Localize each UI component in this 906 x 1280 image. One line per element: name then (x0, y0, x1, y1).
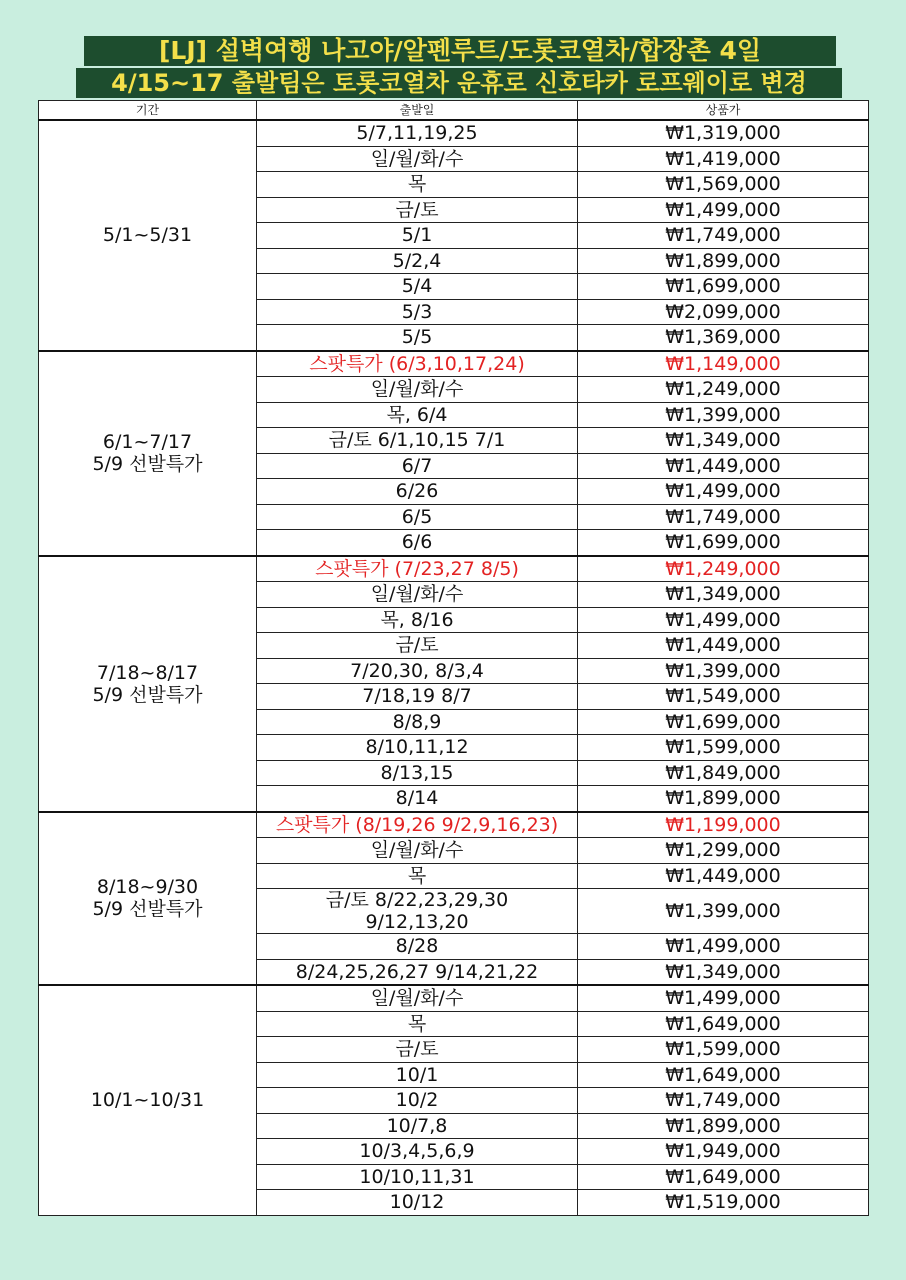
departure-date: 10/2 (395, 1089, 439, 1112)
departure-cell (257, 530, 578, 556)
departure-cell (257, 1113, 578, 1139)
departure-date: 금/토 (395, 634, 439, 657)
table-header-row (39, 101, 869, 121)
price-cell: ₩1,419,000 (578, 146, 869, 172)
departure-date: 일/월/화/수 (370, 378, 464, 401)
departure-cell (257, 325, 578, 351)
header-departure: 출발일 (257, 101, 578, 121)
departure-date: 10/7,8 (386, 1114, 448, 1137)
departure-cell (257, 1190, 578, 1216)
departure-cell (257, 197, 578, 223)
price-cell: ₩1,749,000 (578, 1088, 869, 1114)
departure-cell (257, 1011, 578, 1037)
price-cell: ₩1,949,000 (578, 1139, 869, 1165)
departure-date: 5/7,11,19,25 (356, 122, 478, 145)
price-cell: ₩1,499,000 (578, 607, 869, 633)
departure-cell (257, 934, 578, 960)
departure-date: 6/7 (401, 454, 433, 477)
price-cell: ₩1,649,000 (578, 1011, 869, 1037)
period-cell (39, 120, 257, 351)
price-cell: ₩1,899,000 (578, 786, 869, 812)
price-cell: ₩1,249,000 (578, 377, 869, 403)
table-row (39, 120, 869, 146)
departure-cell (257, 1088, 578, 1114)
departure-cell (257, 786, 578, 812)
departure-date: 8/8,9 (392, 710, 442, 733)
period-cell (39, 556, 257, 812)
price-cell: ₩1,649,000 (578, 1062, 869, 1088)
price-cell: ₩1,649,000 (578, 1164, 869, 1190)
departure-cell (257, 735, 578, 761)
departure-cell (257, 120, 578, 146)
departure-cell (257, 633, 578, 659)
period-note: 5/9 선발특가 (92, 683, 203, 706)
price-cell: ₩1,499,000 (578, 934, 869, 960)
departure-date: 5/4 (401, 275, 433, 298)
price-cell: ₩1,449,000 (578, 453, 869, 479)
departure-cell (257, 299, 578, 325)
departure-cell (257, 760, 578, 786)
price-cell: ₩1,569,000 (578, 172, 869, 198)
table-row (39, 985, 869, 1011)
price-cell: ₩1,449,000 (578, 633, 869, 659)
departure-cell (257, 812, 578, 838)
departure-date: 일/월/화/수 (370, 839, 464, 862)
departure-cell (257, 1037, 578, 1063)
departure-date: 금/토 6/1,10,15 7/1 (328, 429, 506, 452)
departure-cell (257, 248, 578, 274)
departure-date: 5/2,4 (392, 249, 442, 272)
departure-date: 목 (407, 864, 427, 887)
price-cell: ₩1,749,000 (578, 504, 869, 530)
period-cell (39, 351, 257, 556)
departure-cell (257, 351, 578, 377)
departure-cell (257, 684, 578, 710)
period-range: 10/1~10/31 (90, 1089, 205, 1112)
departure-date: 일/월/화/수 (370, 147, 464, 170)
departure-date: 금/토 (395, 198, 439, 221)
departure-date: 금/토 (395, 1038, 439, 1061)
departure-date: 금/토 8/22,23,29,30 (325, 889, 509, 911)
price-cell: ₩1,349,000 (578, 582, 869, 608)
period-note: 5/9 선발특가 (92, 453, 203, 475)
period-range: 8/18~9/30 (96, 876, 199, 899)
departure-cell (257, 658, 578, 684)
period-range: 5/1~5/31 (102, 224, 193, 247)
departure-cell (257, 1062, 578, 1088)
price-cell: ₩1,299,000 (578, 838, 869, 864)
price-cell: ₩1,599,000 (578, 735, 869, 761)
departure-date: 8/14 (395, 787, 439, 810)
departure-date: 10/3,4,5,6,9 (359, 1140, 475, 1163)
price-cell: ₩1,749,000 (578, 223, 869, 249)
price-cell: ₩1,399,000 (578, 658, 869, 684)
departure-cell (257, 709, 578, 735)
departure-cell (257, 504, 578, 530)
price-cell: ₩1,549,000 (578, 684, 869, 710)
departure-date: 8/24,25,26,27 9/14,21,22 (295, 960, 539, 983)
departure-date: 목, 8/16 (380, 608, 454, 631)
price-cell: ₩1,699,000 (578, 274, 869, 300)
departure-date: 5/5 (401, 326, 433, 349)
price-cell: ₩1,499,000 (578, 197, 869, 223)
departure-cell (257, 1139, 578, 1165)
table-row (39, 351, 869, 377)
departure-date: 스팟특가 (8/19,26 9/2,9,16,23) (275, 813, 559, 836)
period-cell (39, 812, 257, 986)
header-period: 기간 (39, 101, 257, 121)
departure-cell (257, 223, 578, 249)
title-line-1: [LJ] 설벽여행 나고야/알펜루트/도롯코열차/합장촌 4일 (84, 36, 836, 66)
departure-cell (257, 453, 578, 479)
price-cell: ₩1,699,000 (578, 530, 869, 556)
departure-date: 10/1 (395, 1063, 439, 1086)
price-cell: ₩1,319,000 (578, 120, 869, 146)
period-range: 7/18~8/17 (96, 661, 199, 684)
price-cell: ₩1,599,000 (578, 1037, 869, 1063)
departure-cell (257, 959, 578, 985)
departure-cell (257, 985, 578, 1011)
departure-cell (257, 556, 578, 582)
departure-cell (257, 428, 578, 454)
departure-date: 6/26 (395, 480, 439, 503)
departure-date: 5/1 (401, 224, 433, 247)
price-cell: ₩1,149,000 (578, 351, 869, 377)
departure-date: 스팟특가 (7/23,27 8/5) (315, 557, 519, 580)
departure-date: 10/12 (389, 1191, 445, 1214)
departure-date: 스팟특가 (6/3,10,17,24) (309, 352, 525, 375)
price-cell: ₩1,449,000 (578, 863, 869, 889)
departure-cell (257, 377, 578, 403)
departure-cell (257, 402, 578, 428)
price-cell: ₩1,349,000 (578, 428, 869, 454)
price-table (38, 100, 869, 1216)
price-cell: ₩1,369,000 (578, 325, 869, 351)
price-cell: ₩1,499,000 (578, 985, 869, 1011)
period-note: 5/9 선발특가 (92, 898, 203, 921)
departure-date: 일/월/화/수 (370, 987, 464, 1010)
price-cell: ₩1,249,000 (578, 556, 869, 582)
departure-date: 목, 6/4 (386, 403, 448, 426)
departure-date: 목 (407, 1012, 427, 1035)
departure-date: 일/월/화/수 (370, 583, 464, 606)
departure-date: 8/13,15 (380, 761, 454, 784)
departure-cell (257, 607, 578, 633)
price-cell: ₩1,499,000 (578, 479, 869, 505)
departure-cell (257, 1164, 578, 1190)
departure-cell (257, 274, 578, 300)
departure-cell (257, 863, 578, 889)
price-cell: ₩1,699,000 (578, 709, 869, 735)
departure-cell (257, 479, 578, 505)
departure-date: 8/10,11,12 (365, 736, 469, 759)
departure-date: 6/5 (401, 505, 433, 528)
departure-date: 7/18,19 8/7 (362, 685, 472, 708)
table-row (39, 812, 869, 838)
period-cell (39, 985, 257, 1215)
price-cell: ₩1,899,000 (578, 1113, 869, 1139)
departure-date: 목 (407, 173, 427, 196)
departure-date: 5/3 (401, 300, 433, 323)
header-price: 상품가 (578, 101, 869, 121)
price-cell: ₩1,849,000 (578, 760, 869, 786)
departure-cell (257, 838, 578, 864)
departure-date-cont: 9/12,13,20 (365, 911, 469, 933)
departure-cell (257, 172, 578, 198)
departure-date: 10/10,11,31 (359, 1165, 475, 1188)
departure-cell (257, 582, 578, 608)
departure-date: 7/20,30, 8/3,4 (350, 659, 484, 682)
table-row (39, 556, 869, 582)
departure-date: 6/6 (401, 531, 433, 554)
departure-cell (257, 889, 578, 934)
price-cell: ₩1,399,000 (578, 889, 869, 934)
price-cell: ₩1,899,000 (578, 248, 869, 274)
price-cell: ₩1,199,000 (578, 812, 869, 838)
table-body (39, 120, 869, 1215)
period-range: 6/1~7/17 (102, 431, 193, 453)
price-cell: ₩1,399,000 (578, 402, 869, 428)
departure-cell (257, 146, 578, 172)
price-cell: ₩2,099,000 (578, 299, 869, 325)
title-line-2: 4/15~17 출발팀은 토롯코열차 운휴로 신호타카 로프웨이로 변경 (76, 68, 842, 98)
price-cell: ₩1,349,000 (578, 959, 869, 985)
departure-date: 8/28 (395, 935, 439, 958)
price-cell: ₩1,519,000 (578, 1190, 869, 1216)
